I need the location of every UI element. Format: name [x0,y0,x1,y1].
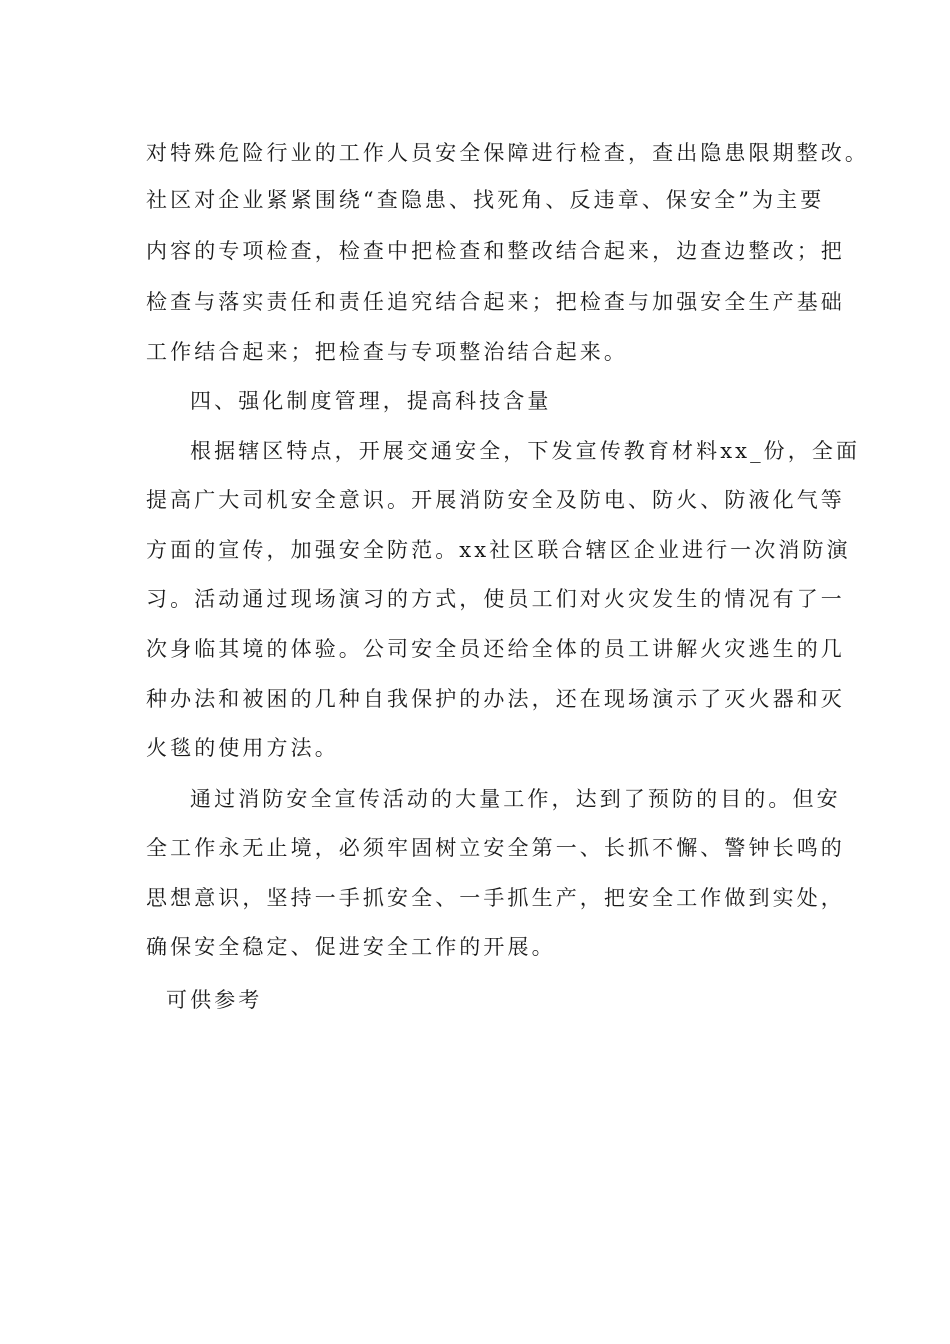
text-line: 思想意识，坚持一手抓安全、一手抓生产，把安全工作做到实处， [146,886,845,910]
text-line: 检查与落实责任和责任追究结合起来；把检查与加强安全生产基础 [146,290,845,314]
text-line: 根据辖区特点，开展交通安全，下发宣传教育材料xx_份，全面 [190,439,861,463]
text-line: 对特殊危险行业的工作人员安全保障进行检查，查出隐患限期整改。 [146,141,869,165]
text-line: 次身临其境的体验。公司安全员还给全体的员工讲解火灾逃生的几 [146,637,845,661]
footer-note: 可供参考 [166,988,263,1012]
text-line: 全工作永无止境，必须牢固树立安全第一、长抓不懈、警钟长鸣的 [146,836,845,860]
text-line: 提高广大司机安全意识。开展消防安全及防电、防火、防液化气等 [146,488,845,512]
text-line: 内容的专项检查，检查中把检查和整改结合起来，边查边整改；把 [146,239,845,263]
text-line: 习。活动通过现场演习的方式，使员工们对火灾发生的情况有了一 [146,587,845,611]
text-line: 工作结合起来；把检查与专项整治结合起来。 [146,340,628,364]
text-line: 社区对企业紧紧围绕“查隐患、找死角、反违章、保安全”为主要 [146,188,825,212]
text-line: 通过消防安全宣传活动的大量工作，达到了预防的目的。但安 [190,787,841,811]
text-line: 种办法和被困的几种自我保护的办法，还在现场演示了灭火器和灭 [146,687,845,711]
text-line: 方面的宣传，加强安全防范。xx社区联合辖区企业进行一次消防演 [146,538,851,562]
section-heading: 四、强化制度管理，提高科技含量 [190,389,552,413]
text-line: 确保安全稳定、促进安全工作的开展。 [146,935,556,959]
text-line: 火毯的使用方法。 [146,736,339,760]
